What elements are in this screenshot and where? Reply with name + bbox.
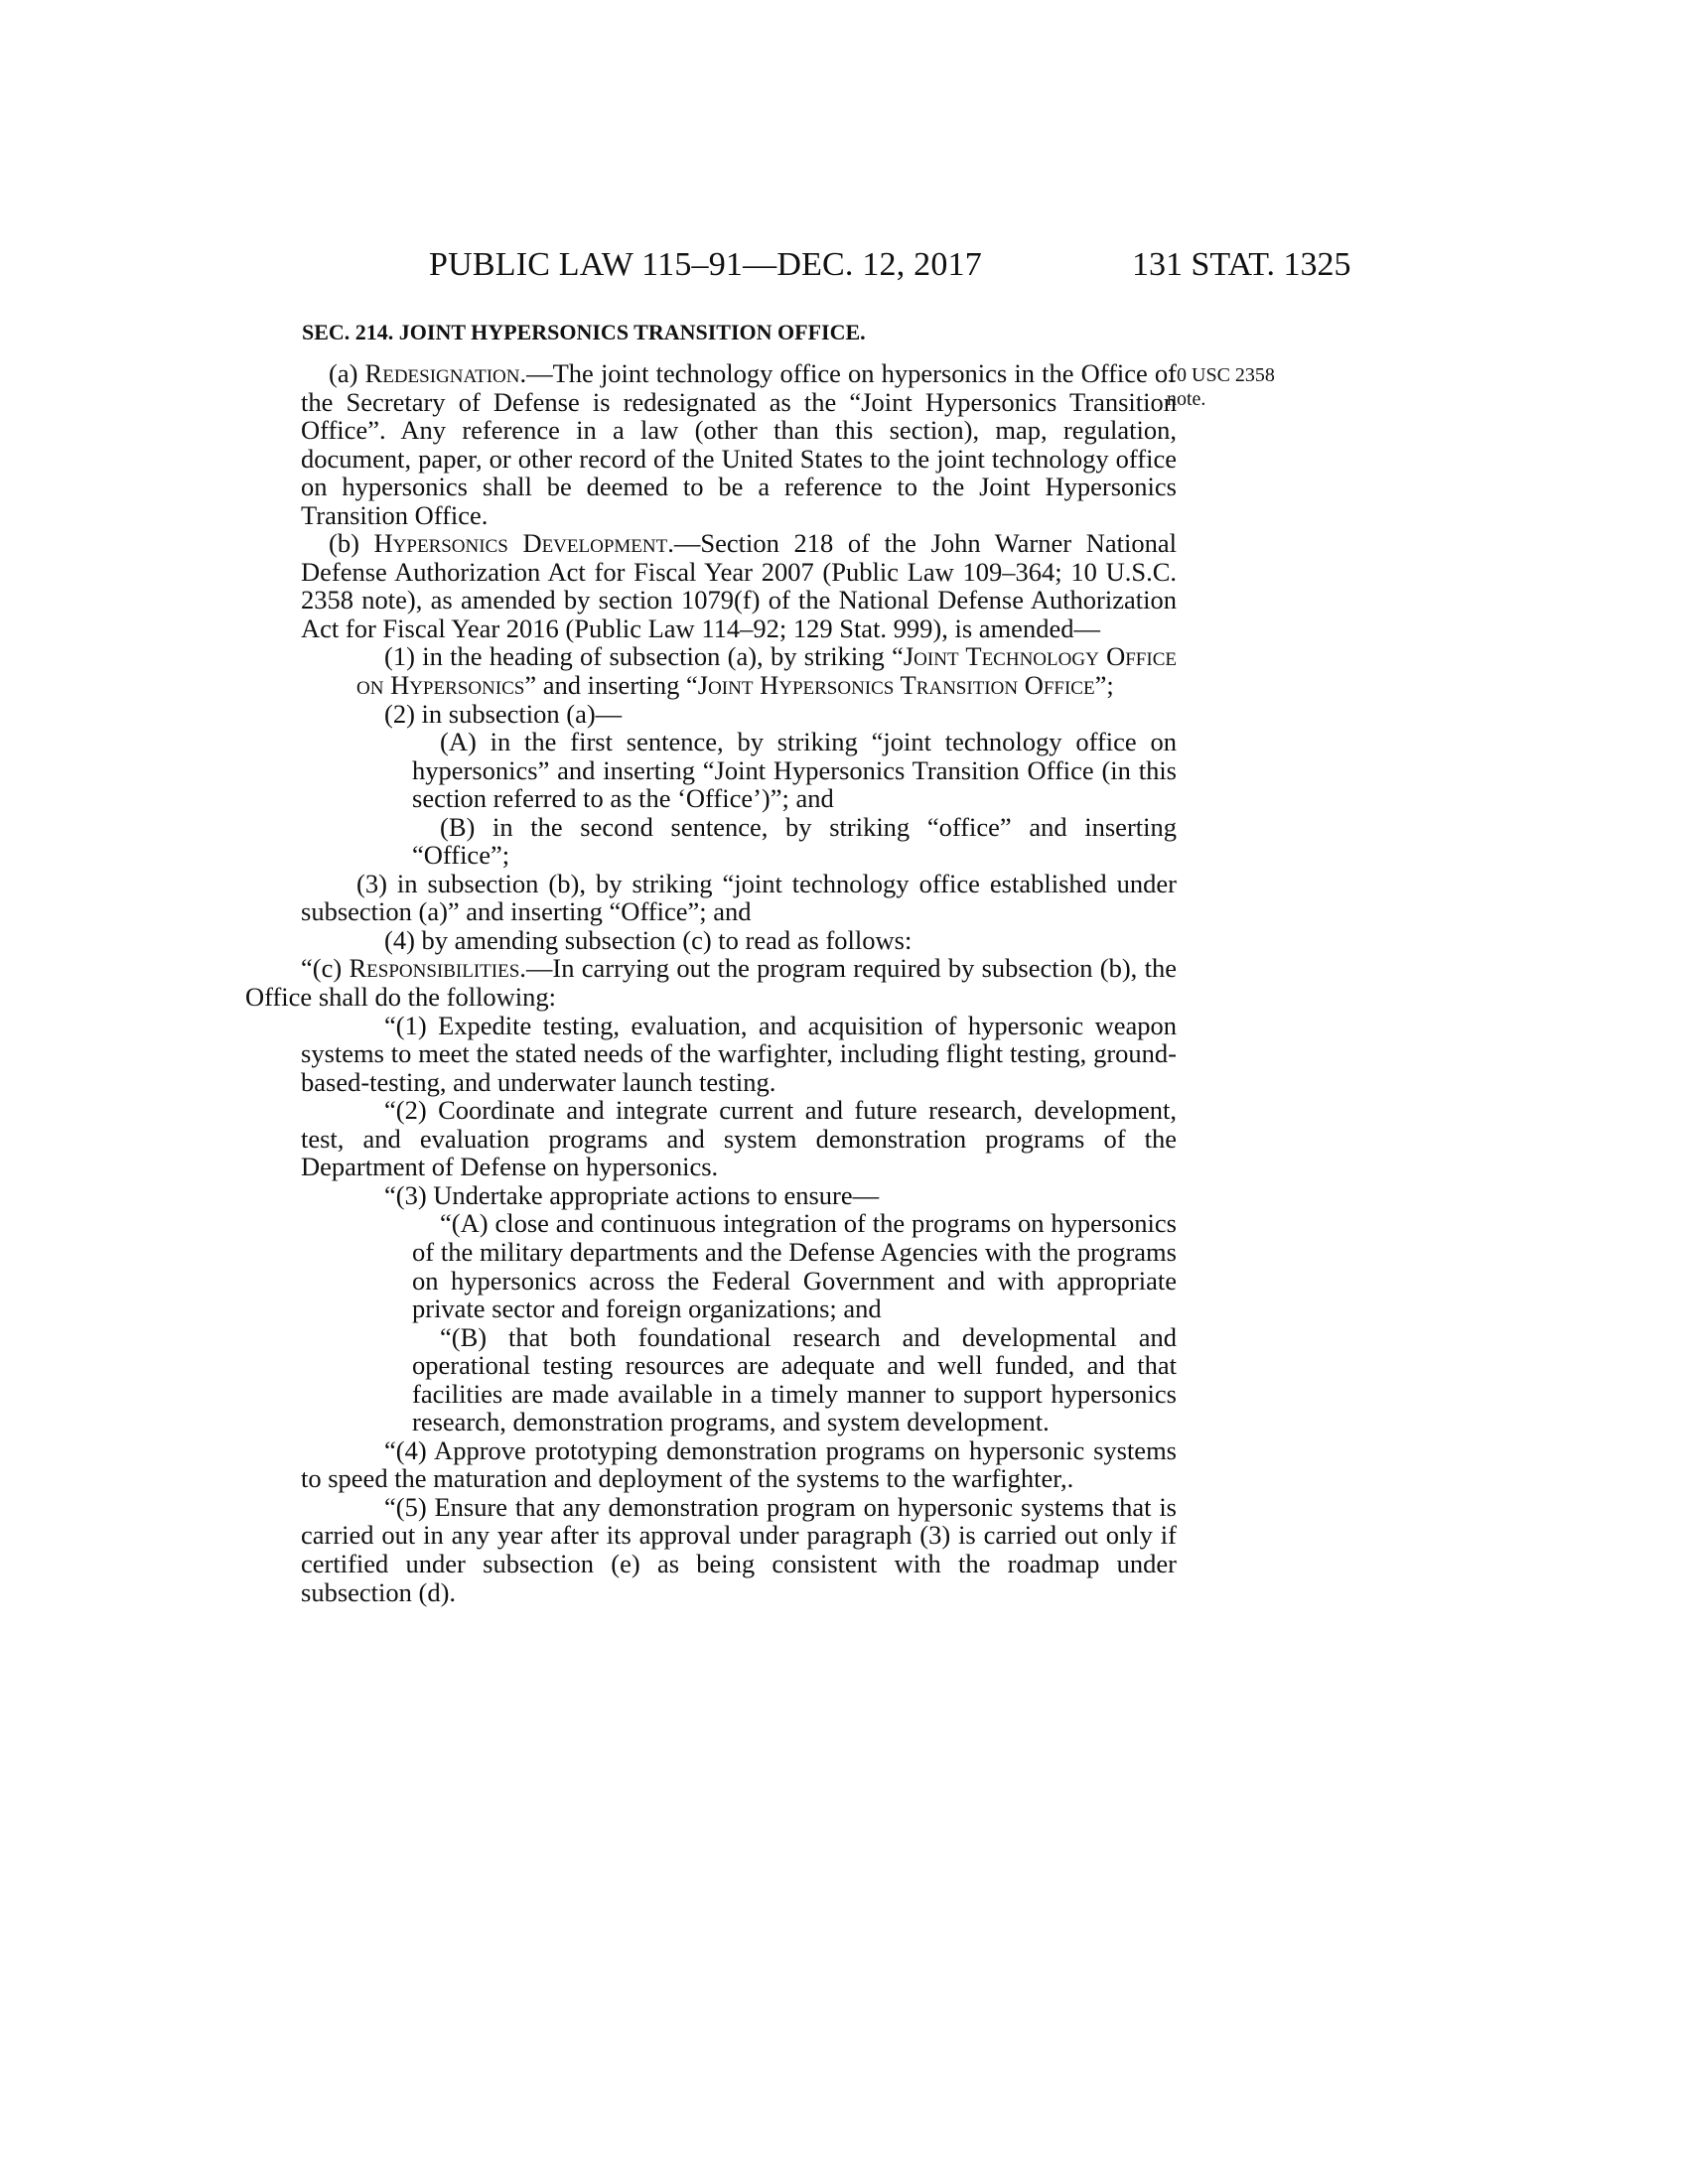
responsibility-3A: “(A) close and continuous integration of the programs on hypersonics of the military departments and the Defense Agencies with the programs on hypersonics across the Federal Government and with appropriate private sector and foreign organizations; and	[412, 1208, 1177, 1324]
amendment-item-1: (1) in the heading of subsection (a), by striking “Joint Technology Office on Hypersonics” and inserting “Joint Hypersonics Transition Office”;	[356, 641, 1177, 701]
subsection-b: (b) Hypersonics Development.—Section 218 of the John Warner National Defense Authorization Act for Fiscal Year 2007 (Public Law 109–364; 10 U.S.C. 2358 note), as amended by section 1079(f) of the National Defense Authorization Act for Fiscal Year 2016 (Public Law 114–92; 129 Stat. 999), is amended—	[301, 528, 1177, 643]
section-body	[245, 358, 1177, 1607]
subsection-a: (a) Redesignation.—The joint technology office on hypersonics in the Office of the Secretary of Defense is redesignated as the “Joint Hypersonics Transition Office”. Any reference in a law (other than this section), map, regulation, document, paper, or other record of the United States to the joint technology office on hypersonics shall be deemed to be a reference to the Joint Hypersonics Transition Office.	[301, 358, 1177, 530]
running-head: PUBLIC LAW 115–91—DEC. 12, 2017	[429, 246, 982, 283]
responsibility-5: “(5) Ensure that any demonstration program on hypersonic systems that is carried out in any year after its approval under paragraph (3) is carried out only if certified under subsection (e) as being consistent with the roadmap under subsection (d).	[301, 1491, 1177, 1607]
amendment-item-2A: (A) in the first sentence, by striking “joint technology office on hypersonics” and inserting “Joint Hypersonics Transition Office (in this section referred to as the ‘Office’)”; and	[412, 727, 1177, 814]
section-heading: SEC. 214. JOINT HYPERSONICS TRANSITION OFFICE.	[302, 320, 866, 344]
responsibility-3B: “(B) that both foundational research and developmental and operational testing resources are adequate and well funded, and that facilities are made available in a timely manner to support hypersonics research, demonstration programs, and system development.	[412, 1321, 1177, 1437]
subsection-c-heading: Responsibilities	[349, 953, 520, 984]
responsibility-1: “(1) Expedite testing, evaluation, and acquisition of hypersonic weapon systems to meet the stated needs of the warfighter, including flight testing, ground-based-testing, and underwater launch testing.	[301, 1010, 1177, 1097]
responsibility-4: “(4) Approve prototyping demonstration programs on hypersonic systems to speed the maturation and deployment of the systems to the warfighter,.	[301, 1434, 1177, 1494]
responsibility-2: “(2) Coordinate and integrate current and future research, development, test, and evaluation programs and system demonstration programs of the Department of Defense on hypersonics.	[301, 1095, 1177, 1182]
subsection-c: “(c) Responsibilities.—In carrying out the program required by subsection (b), the Office shall do the following:	[245, 953, 1177, 1013]
amendment-item-2B: (B) in the second sentence, by striking “office” and inserting “Office”;	[412, 811, 1177, 871]
amendment-item-2: (2) in subsection (a)—	[384, 698, 623, 729]
margin-note-citation: 10 USC 2358	[1167, 364, 1275, 386]
statute-reference: 131 STAT. 1325	[1132, 246, 1351, 283]
subsection-b-heading: Hypersonics Development	[373, 528, 668, 559]
margin-note	[1167, 363, 1275, 411]
margin-note-label: note.	[1167, 388, 1206, 410]
amendment-item-4: (4) by amending subsection (c) to read as follows:	[384, 924, 913, 955]
subsection-a-heading: Redesignation	[364, 358, 520, 388]
responsibility-3: “(3) Undertake appropriate actions to ensure—	[384, 1179, 880, 1210]
amendment-item-3: (3) in subsection (b), by striking “joint technology office established under subsection (a)” and inserting “Office”; and	[301, 868, 1177, 927]
